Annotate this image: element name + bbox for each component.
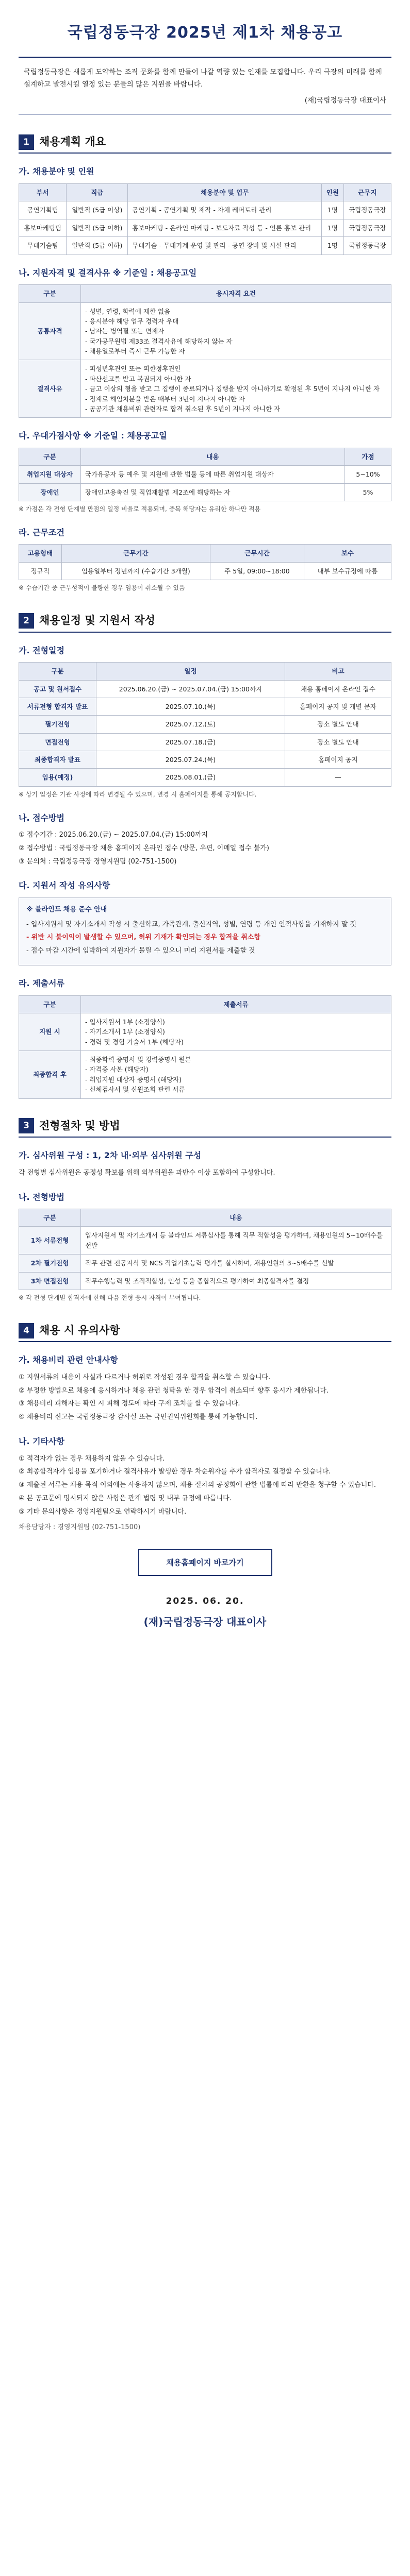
table-row	[19, 219, 391, 236]
list-item: - 입사지원서 및 자기소개서 작성 시 출신학교, 가족관계, 출신지역, 성별, 연령 등 개인 인적사항을 기재하지 말 것	[26, 920, 356, 928]
list-item: - 취업지원 대상자 증명서 (해당자)	[85, 1075, 182, 1083]
table-cell	[81, 302, 391, 360]
hiring-integrity-list	[19, 1372, 391, 1423]
table-cell	[81, 1051, 391, 1099]
list-item: ② 부정한 방법으로 채용에 응시하거나 채용 관련 청탁을 한 경우 합격이 취소되며 향후 응시가 제한됩니다.	[19, 1386, 329, 1395]
section-divider	[19, 632, 391, 633]
table-cell: 임용일부터 정년까지 (수습기간 3개월)	[61, 562, 210, 580]
sub-heading: 다. 우대가점사항 ※ 기준일 : 채용공고일	[19, 431, 167, 441]
table-cell: 일반직 (5급 이하)	[67, 219, 128, 236]
positions-table	[19, 183, 391, 255]
bonus-table	[19, 448, 391, 501]
table-row	[19, 716, 391, 733]
table-cell: 공통자격	[19, 302, 81, 360]
table-header: 가점	[345, 448, 391, 465]
table-row	[19, 733, 391, 751]
table-header: 구분	[19, 1209, 81, 1227]
table-cell: 홈페이지 공지	[285, 751, 391, 769]
list-item: ① 적격자가 없는 경우 채용하지 않을 수 있습니다.	[19, 1454, 165, 1463]
table-row	[19, 698, 391, 715]
intro-box	[19, 57, 391, 115]
section-1-heading	[19, 133, 391, 151]
section-2-number: 2	[19, 613, 34, 629]
table-row	[19, 1255, 391, 1272]
table-cell: 취업지원 대상자	[19, 466, 81, 483]
table-header: 일정	[96, 663, 285, 680]
footer-org: (재)국립정동극장 대표이사	[143, 1616, 267, 1629]
table-row	[19, 237, 391, 255]
table-note: ※ 상기 일정은 기관 사정에 따라 변경될 수 있으며, 변경 시 홈페이지를 통해 공지합니다.	[19, 790, 257, 798]
section-3-heading	[19, 1117, 391, 1135]
section-2-heading	[19, 612, 391, 630]
list-item: - 채용일로부터 즉시 근무 가능한 자	[85, 347, 185, 355]
section-1-number: 1	[19, 134, 34, 150]
table-cell: 필기전형	[19, 716, 96, 733]
table-cell: 국립정동극장	[343, 219, 391, 236]
table-header: 직급	[67, 184, 128, 201]
qualification-table	[19, 284, 391, 418]
table-cell: 2025.07.18.(금)	[96, 733, 285, 751]
list-item: ④ 채용비리 신고는 국립정동극장 감사실 또는 국민권익위원회를 통해 가능합니다.	[19, 1413, 258, 1421]
table-row	[19, 1013, 391, 1050]
list-item: - 입사지원서 1부 (소정양식)	[85, 1018, 165, 1026]
table-header-row	[19, 995, 391, 1013]
table-cell: 내부 보수규정에 따름	[304, 562, 391, 580]
table-cell: 직무 관련 전공지식 및 NCS 직업기초능력 평가를 실시하며, 채용인원의 3~5배수를 선발	[81, 1255, 391, 1272]
section-3-number: 3	[19, 1118, 34, 1133]
table-cell: 1명	[322, 219, 343, 236]
table-header: 구분	[19, 995, 81, 1013]
table-header: 근무시간	[210, 545, 304, 562]
list-item: ① 접수기간 : 2025.06.20.(금) ~ 2025.07.04.(금) 15:00까지	[19, 831, 208, 839]
list-item: ③ 채용비리 피해자는 확인 시 피해 정도에 따라 구제 조치를 할 수 있습니다.	[19, 1400, 240, 1408]
table-row	[19, 562, 391, 580]
table-header: 내용	[81, 448, 345, 465]
table-cell: 2025.07.12.(토)	[96, 716, 285, 733]
section-4-heading	[19, 1322, 391, 1340]
list-item: - 위반 시 불이익이 발생할 수 있으며, 허위 기재가 확인되는 경우 합격을 취소함	[26, 934, 260, 942]
section-1-title: 채용계획 개요	[39, 135, 106, 148]
section-4-title: 채용 시 유의사항	[39, 1324, 120, 1336]
list-item: ② 접수방법 : 국립정동극장 채용 홈페이지 온라인 접수 (방문, 우편, 이메일 접수 불가)	[19, 844, 269, 852]
sub-heading: 가. 전형일정	[19, 645, 64, 655]
sub-heading: 가. 채용분야 및 인원	[19, 166, 94, 177]
table-cell: 홍보마케팅 - 온라인 마케팅 - 보도자료 작성 등 - 언론 홍보 관리	[128, 219, 322, 236]
table-cell: 결격사유	[19, 360, 81, 418]
table-note: ※ 각 전형 단계별 합격자에 한해 다음 전형 응시 자격이 부여됩니다.	[19, 1294, 201, 1301]
table-cell: 1명	[322, 201, 343, 219]
table-cell: 1차 서류전형	[19, 1227, 81, 1255]
stages-table	[19, 1209, 391, 1290]
table-header: 응시자격 요건	[81, 285, 391, 302]
other-notes-list	[19, 1453, 391, 1518]
table-note: ※ 가점은 각 전형 단계별 만점의 일정 비율로 적용되며, 중복 해당자는 유리한 하나만 적용	[19, 505, 261, 513]
list-item: ③ 문의처 : 국립정동극장 경영지원팀 (02-751-1500)	[19, 857, 177, 866]
table-note: ※ 수습기간 중 근무성적이 불량한 경우 임용이 취소될 수 있음	[19, 584, 185, 592]
documents-table	[19, 995, 391, 1099]
table-cell: 장소 별도 안내	[285, 716, 391, 733]
table-header: 인원	[322, 184, 343, 201]
table-header: 채용분야 및 업무	[128, 184, 322, 201]
table-cell: 2025.08.01.(금)	[96, 769, 285, 786]
table-cell: 서류전형 합격자 발표	[19, 698, 96, 715]
section-divider	[19, 1137, 391, 1138]
intro-text: 국립정동극장은 새롭게 도약하는 조직 문화를 함께 만들어 나갈 역량 있는 인재를 모집합니다. 우리 극장의 미래를 함께 설계하고 발전시킬 열정 있는 분들의 많은 지원을 바랍니다.	[24, 68, 382, 89]
list-item: ⑤ 기타 문의사항은 경영지원팀으로 연락하시기 바랍니다.	[19, 1507, 187, 1516]
paragraph: 각 전형별 심사위원은 공정성 확보를 위해 외부위원을 과반수 이상 포함하여 구성합니다.	[19, 1168, 275, 1177]
caution-list	[26, 919, 384, 957]
table-header: 근무지	[343, 184, 391, 201]
table-cell: 채용 홈페이지 온라인 접수	[285, 680, 391, 698]
list-item: - 징계로 해임처분을 받은 때부터 3년이 지나지 아니한 자	[85, 395, 245, 403]
sub-heading: 가. 심사위원 구성 : 1, 2차 내·외부 심사위원 구성	[19, 1150, 202, 1161]
table-cell: 5~10%	[345, 466, 391, 483]
sub-heading: 나. 접수방법	[19, 812, 64, 823]
contact-info: 채용담당자 : 경영지원팀 (02-751-1500)	[19, 1523, 141, 1532]
caution-box-title: ※ 블라인드 채용 준수 안내	[26, 905, 107, 913]
table-cell: 입사지원서 및 자기소개서 등 블라인드 서류심사를 통해 직무 적합성을 평가하며, 채용인원의 5~10배수를 선발	[81, 1227, 391, 1255]
table-cell: 5%	[345, 483, 391, 501]
table-row	[19, 466, 391, 483]
table-header-row	[19, 663, 391, 680]
table-header: 내용	[81, 1209, 391, 1227]
table-header: 보수	[304, 545, 391, 562]
list-item: - 금고 이상의 형을 받고 그 집행이 종료되거나 집행을 받지 아니하기로 확정된 후 5년이 지나지 아니한 자	[85, 385, 380, 393]
list-item: - 최종학력 증명서 및 경력증명서 원본	[85, 1056, 191, 1064]
table-row	[19, 1272, 391, 1290]
list-item: - 남자는 병역필 또는 면제자	[85, 327, 165, 335]
table-cell	[81, 1013, 391, 1050]
table-header-row	[19, 448, 391, 465]
intro-sign: (재)국립정동극장 대표이사	[304, 96, 386, 105]
table-cell: 국립정동극장	[343, 201, 391, 219]
table-cell	[81, 360, 391, 418]
sub-heading: 나. 전형방법	[19, 1192, 64, 1202]
list-item: - 자기소개서 1부 (소정양식)	[85, 1028, 165, 1036]
list-item: - 국가공무원법 제33조 결격사유에 해당하지 않는 자	[85, 337, 233, 345]
sub-heading: 라. 근무조건	[19, 527, 64, 537]
table-row	[19, 1051, 391, 1099]
list-item: - 접수 마감 시간에 임박하여 지원자가 몰릴 수 있으니 미리 지원서를 제출할 것	[26, 947, 255, 955]
table-cell: 공연기획 - 공연기획 및 제작 - 자체 레퍼토리 관리	[128, 201, 322, 219]
table-cell: 공연기획팀	[19, 201, 67, 219]
list-item: - 응시분야 해당 업무 경력자 우대	[85, 317, 179, 325]
section-3	[19, 1117, 391, 1303]
section-divider	[19, 152, 391, 154]
sub-heading: 나. 기타사항	[19, 1436, 64, 1446]
list-item: - 피성년후견인 또는 피한정후견인	[85, 365, 181, 373]
table-row	[19, 302, 391, 360]
section-2	[19, 612, 391, 1099]
recruit-homepage-button[interactable]: 채용홈페이지 바로가기	[138, 1549, 272, 1576]
table-cell: 최종합격 후	[19, 1051, 81, 1099]
list-item: ② 최종합격자가 임용을 포기하거나 결격사유가 발생한 경우 차순위자를 추가 합격자로 결정할 수 있습니다.	[19, 1468, 331, 1476]
table-header: 구분	[19, 663, 96, 680]
list-item: - 성별, 연령, 학력에 제한 없음	[85, 307, 171, 315]
section-4	[19, 1322, 391, 1576]
table-cell: 2차 필기전형	[19, 1255, 81, 1272]
table-header: 고용형태	[19, 545, 62, 562]
table-cell: 공고 및 원서접수	[19, 680, 96, 698]
table-row	[19, 769, 391, 786]
table-header-row	[19, 285, 391, 302]
section-divider	[19, 1341, 391, 1342]
sub-heading: 라. 제출서류	[19, 978, 64, 988]
table-cell: 장애인고용촉진 및 직업재활법 제2조에 해당하는 자	[81, 483, 345, 501]
table-header: 구분	[19, 448, 81, 465]
list-item: ① 지원서류의 내용이 사실과 다르거나 허위로 작성된 경우 합격을 취소할 수 있습니다.	[19, 1373, 271, 1381]
table-row	[19, 483, 391, 501]
table-cell: 최종합격자 발표	[19, 751, 96, 769]
sub-heading: 가. 채용비리 관련 안내사항	[19, 1355, 118, 1365]
list-item: - 경력 및 경험 기술서 1부 (해당자)	[85, 1038, 184, 1046]
table-cell: 2025.07.10.(목)	[96, 698, 285, 715]
table-row	[19, 1227, 391, 1255]
schedule-table	[19, 662, 391, 787]
table-cell: 일반직 (5급 이하)	[67, 237, 128, 255]
table-header-row	[19, 184, 391, 201]
table-header: 부서	[19, 184, 67, 201]
table-cell: 3차 면접전형	[19, 1272, 81, 1290]
table-header: 제출서류	[81, 995, 391, 1013]
table-cell: 홈페이지 공지 및 개별 문자	[285, 698, 391, 715]
list-item: - 공공기관 채용비위 관련자로 합격 취소된 후 5년이 지나지 아니한 자	[85, 404, 281, 413]
table-cell: 일반직 (5급 이상)	[67, 201, 128, 219]
table-row	[19, 751, 391, 769]
table-cell: 주 5일, 09:00~18:00	[210, 562, 304, 580]
list-item: ④ 본 공고문에 명시되지 않은 사항은 관계 법령 및 내부 규정에 따릅니다.	[19, 1494, 232, 1502]
work-conditions-table	[19, 544, 391, 580]
table-cell: 장애인	[19, 483, 81, 501]
section-4-number: 4	[19, 1323, 34, 1338]
table-cell: 임용(예정)	[19, 769, 96, 786]
table-row	[19, 680, 391, 698]
table-cell: 장소 별도 안내	[285, 733, 391, 751]
section-3-title: 전형절차 및 방법	[39, 1119, 120, 1132]
table-cell: 국립정동극장	[343, 237, 391, 255]
table-cell: 면접전형	[19, 733, 96, 751]
table-row	[19, 201, 391, 219]
table-cell: 홍보마케팅팀	[19, 219, 67, 236]
apply-method-list	[19, 829, 391, 868]
table-cell: 2025.07.24.(목)	[96, 751, 285, 769]
caution-box	[19, 897, 391, 965]
list-item: - 신체검사서 및 신원조회 관련 서류	[85, 1086, 185, 1094]
table-header-row	[19, 1209, 391, 1227]
table-cell: 무대기술팀	[19, 237, 67, 255]
list-item: - 자격증 사본 (해당자)	[85, 1065, 149, 1074]
section-2-title: 채용일정 및 지원서 작성	[39, 614, 155, 626]
sub-heading: 나. 지원자격 및 결격사유 ※ 기준일 : 채용공고일	[19, 267, 197, 278]
table-header: 비고	[285, 663, 391, 680]
list-item: - 파산선고를 받고 복권되지 아니한 자	[85, 375, 191, 383]
table-cell: 지원 시	[19, 1013, 81, 1050]
section-1	[19, 133, 391, 594]
table-cell: 1명	[322, 237, 343, 255]
table-cell: 무대기술 - 무대기계 운영 및 관리 - 공연 장비 및 시설 관리	[128, 237, 322, 255]
table-header-row	[19, 545, 391, 562]
table-cell: 정규직	[19, 562, 62, 580]
table-header: 구분	[19, 285, 81, 302]
table-cell: 2025.06.20.(금) ~ 2025.07.04.(금) 15:00까지	[96, 680, 285, 698]
list-item: ③ 제출된 서류는 채용 목적 이외에는 사용하지 않으며, 채용 절차의 공정화에 관한 법률에 따라 반환을 청구할 수 있습니다.	[19, 1481, 376, 1489]
table-cell: 직무수행능력 및 조직적합성, 인성 등을 종합적으로 평가하여 최종합격자를 결정	[81, 1272, 391, 1290]
footer-date: 2025. 06. 20.	[166, 1596, 244, 1607]
table-cell: —	[285, 769, 391, 786]
table-row	[19, 360, 391, 418]
table-header: 근무기간	[61, 545, 210, 562]
sub-heading: 다. 지원서 작성 유의사항	[19, 880, 110, 891]
page-title: 국립정동극장 2025년 제1차 채용공고	[67, 24, 343, 42]
table-cell: 국가유공자 등 예우 및 지원에 관한 법률 등에 따른 취업지원 대상자	[81, 466, 345, 483]
